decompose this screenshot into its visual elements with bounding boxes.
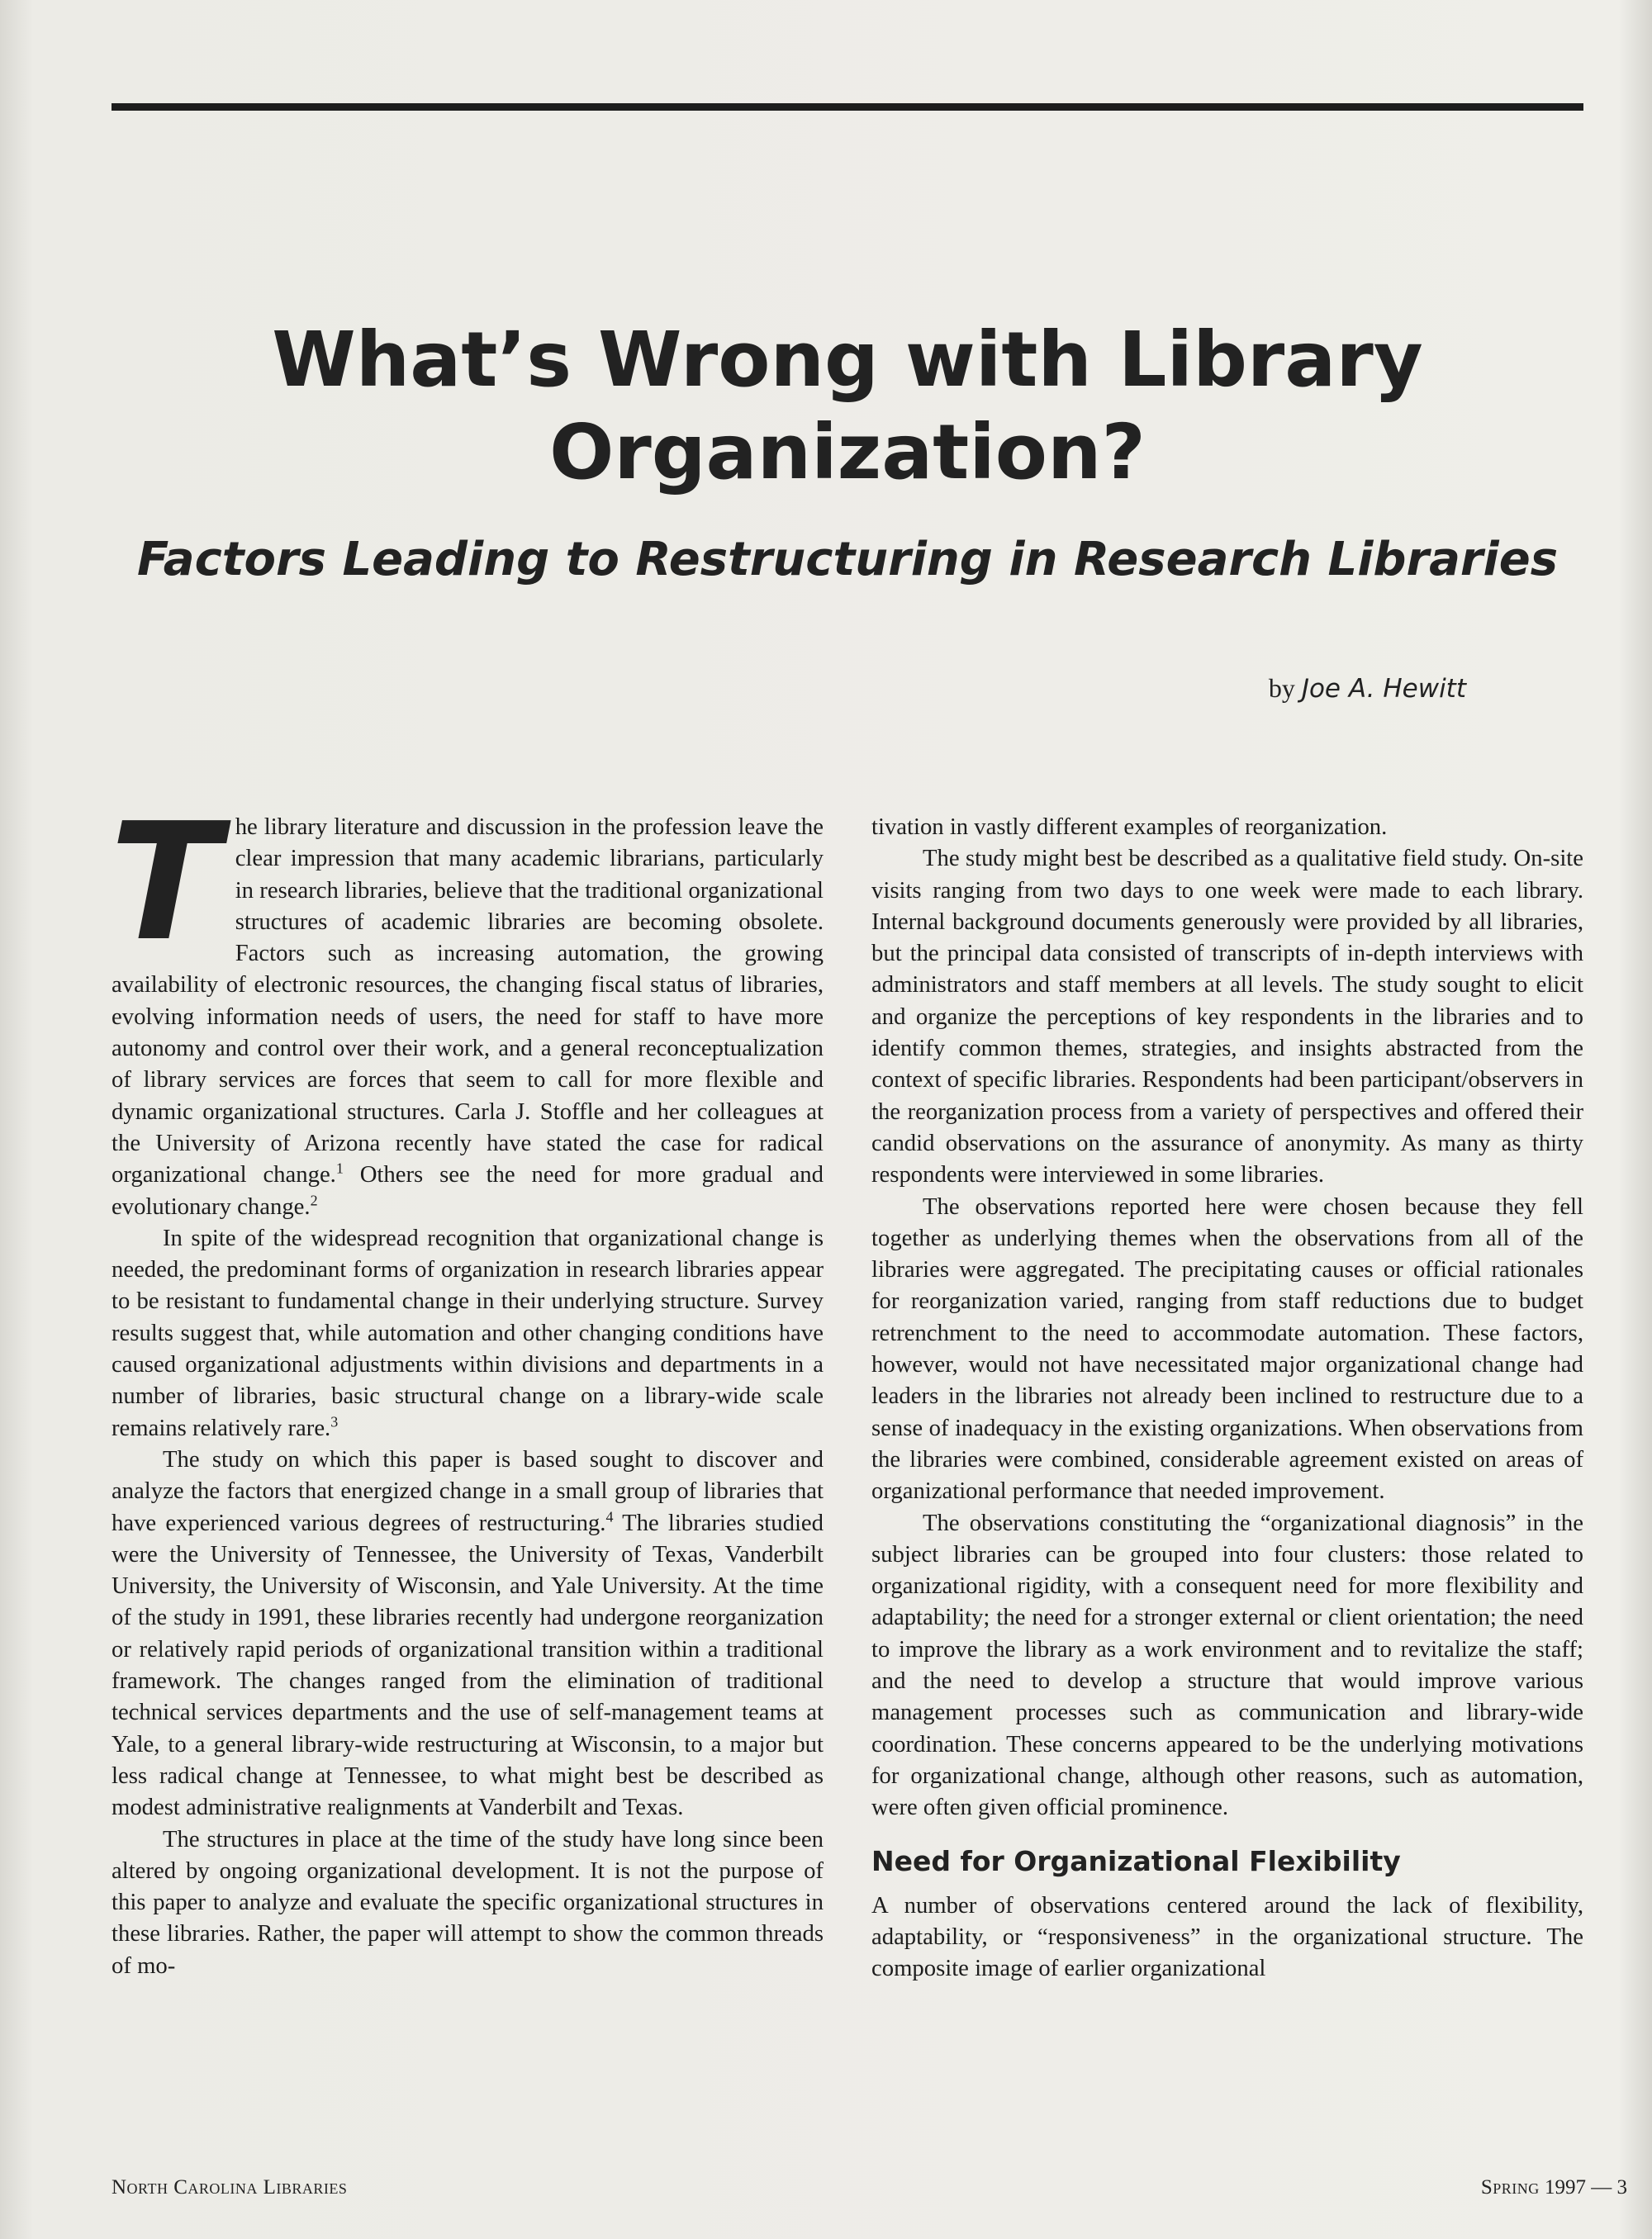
footnote-ref: 2 [310, 1192, 318, 1208]
paragraph-text: The structures in place at the time of the study have long since been altered by ongoing organizational development. It is not the purpose of this paper to analyze and evaluate the specific organizational structures in these libraries. Rather, the paper will attempt to show the common threads of mo- [112, 1825, 824, 1979]
paragraph [112, 1824, 824, 1981]
footer-issue [1481, 2176, 1627, 2199]
paragraph [110, 789, 824, 1222]
left-column [110, 789, 824, 1981]
paragraph: The study might best be described as a qualitative field study. On-site visits ranging from two days to one week were made to each library. Internal background documents generously were provided by all libraries, but the principal data consisted of transcripts of in-depth interviews with administrators and staff members at all levels. The study sought to elicit and organize the perceptions of key respondents in the libraries and to identify common themes, strategies, and insights abstracted from the context of specific libraries. Respondents had been participant/observers in the reorganization process from a variety of perspectives and offered their candid observations on the assurance of anonymity. As many as thirty respondents were interviewed in some libraries. [871, 845, 1583, 1188]
byline-prefix: by [1268, 673, 1295, 703]
section-heading: Need for Organizational Flexibility [871, 1844, 1401, 1877]
footnote-ref: 1 [335, 1160, 344, 1177]
footnote-ref: 4 [605, 1507, 614, 1525]
paragraph: tivation in vastly different examples of reorganization. [871, 814, 1388, 840]
paragraph-text: he library literature and discussion in the profession leave the clear impression that many academic librarians, particularly in research libraries, believe that the traditional organizational structures of academic libraries are becoming obsolete. Factors such as increasing automation, the growing availability of electronic resources, the changing fiscal status of libraries, evolving information needs of users, the need for staff to have more autonomy and control over their work, and a general reconceptualization of library services are forces that seem to call for more flexible and dynamic organizational structures. Carla J. Stoffle and her colleagues at the University of Arizona recently have stated the case for radical organizational change. [112, 814, 824, 1188]
drop-cap: T [110, 789, 221, 977]
paragraph-text: In spite of the widespread recognition that organizational change is needed, the predominant forms of organization in research libraries appear to be resistant to fundamental change in their underlying structure. Survey results suggest that, while automation and other changing conditions have caused organizational adjustments within divisions and departments in a number of libraries, basic structural change on a library-wide scale remains relatively rare. [112, 1224, 824, 1441]
right-column [871, 811, 1583, 1984]
article-title: What’s Wrong with Library Organization? [272, 315, 1423, 496]
paragraph [112, 1444, 824, 1824]
paragraph-text: Others see the need for more gradual and evolutionary change. [112, 1161, 824, 1220]
author-name: Joe A. Hewitt [1301, 674, 1466, 704]
byline [112, 673, 1466, 704]
paragraph: The observations reported here were chosen because they fell together as underlying themes when the observations from all of the libraries were aggregated. The precipitating causes or official rationales for reorganization varied, ranging from staff reductions due to budget retrenchment to the need to accommodate automation. These factors, however, would not have necessitated major organizational change had leaders in the libraries not already been inclined to restructure due to a sense of inadequacy in the existing organizations. When observations from the libraries were combined, considerable agreement existed on areas of organizational performance that needed improvement. [871, 1193, 1583, 1505]
paragraph-text: The libraries studied were the University of Tennessee, the University of Texas, Vanderbilt University, the University of Wisconsin, and Yale University. At the time of the study in 1991, these libraries recently had undergone reorganization or relatively rapid periods of organizational transition within a traditional framework. The changes ranged from the elimination of traditional technical services departments and the use of self-management teams at Yale, to a general library-wide restructuring at Wisconsin, to a major but less radical change at Tennessee, to what might best be described as modest administrative realignments at Vanderbilt and Texas. [112, 1509, 824, 1821]
paragraph [112, 1222, 824, 1444]
footer-season: Spring [1480, 2176, 1540, 2199]
paragraph: The observations constituting the “organizational diagnosis” in the subject libraries can be grouped into four clusters: those related to organizational rigidity, with a consequent need for more flexibility and adaptability; the need for a stronger external or client orientation; the need to improve the library as a work environment and to revitalize the staff; and the need to develop a structure that would improve various management processes such as communication and library-wide coordination. These concerns appeared to be the underlying motivations for organizational change, although other reasons, such as automation, were often given official prominence. [871, 1509, 1583, 1821]
paragraph-text: The study on which this paper is based sought to discover and analyze the factors that energized change in a small group of libraries that have experienced various degrees of restructuring. [112, 1445, 824, 1536]
footer-journal-name: North Carolina Libraries [112, 2176, 348, 2199]
header-rule [112, 103, 1583, 111]
paragraph: A number of observations centered around the lack of flexibility, adaptability, or “responsiveness” in the organizational structure. The composite image of earlier organizational [871, 1891, 1583, 1982]
footnote-ref: 3 [330, 1413, 339, 1430]
footer-year-page: 1997 — 3 [1539, 2176, 1627, 2199]
article-subtitle: Factors Leading to Restructuring in Research Libraries [136, 533, 1559, 586]
